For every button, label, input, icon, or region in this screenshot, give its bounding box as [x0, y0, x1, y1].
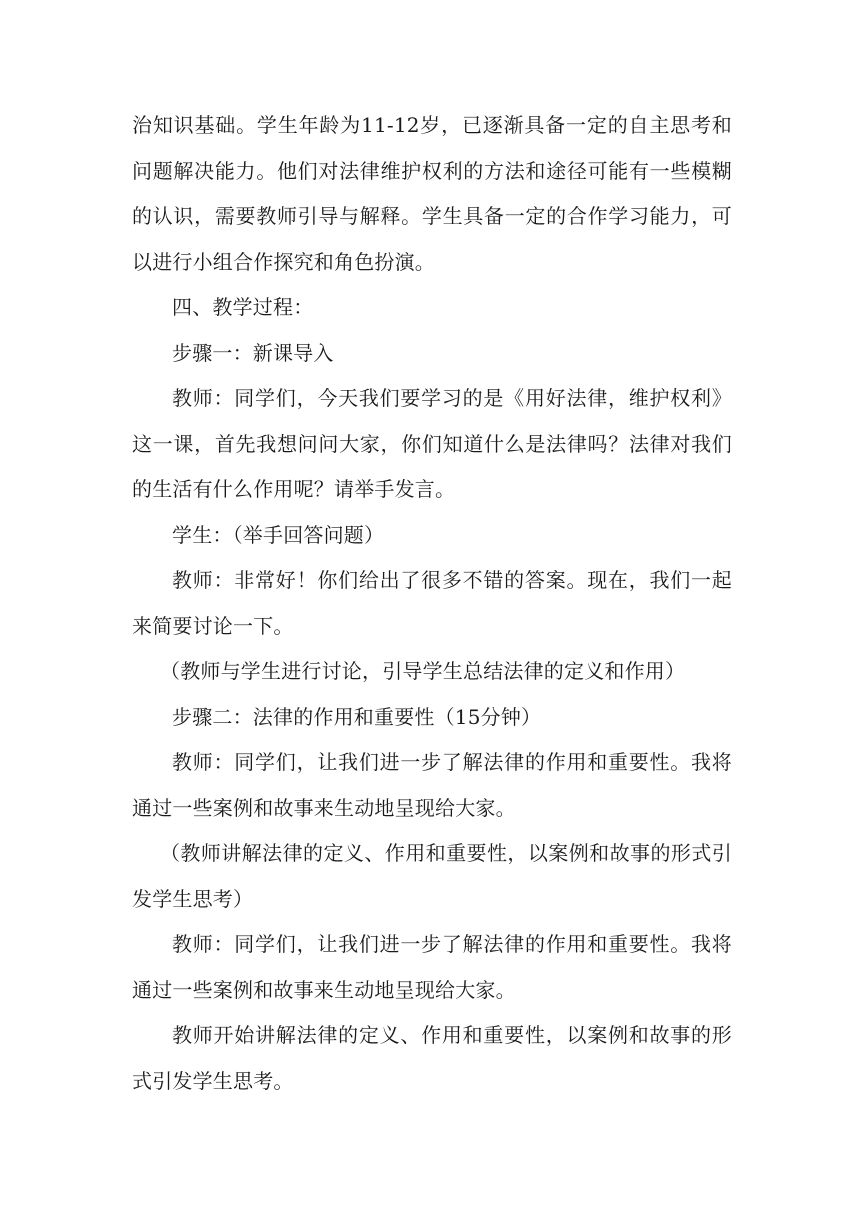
step-heading-law-role: 步骤二：法律的作用和重要性（15分钟）: [172, 704, 542, 729]
paragraph-explain-note: （教师讲解法律的定义、作用和重要性，以案例和故事的形式引发学生思考）: [132, 841, 732, 911]
paragraph-student-answer: 学生：（举手回答问题）: [172, 522, 385, 547]
paragraph-teacher-explain-2: 教师：同学们，让我们进一步了解法律的作用和重要性。我将通过一些案例和故事来生动地呈现给大家。: [132, 932, 732, 1002]
step-heading-intro: 步骤一：新课导入: [172, 340, 334, 365]
paragraph-teacher-explain-1: 教师：同学们，让我们进一步了解法律的作用和重要性。我将通过一些案例和故事来生动地呈现给大家。: [132, 750, 732, 820]
paragraph-teacher-praise: 教师：非常好！你们给出了很多不错的答案。现在，我们一起来简要讨论一下。: [132, 568, 732, 638]
paragraph-teacher-question: 教师：同学们，今天我们要学习的是《用好法律，维护权利》这一课，首先我想问问大家，你们知道什么是法律吗？法律对我们的生活有什么作用呢？请举手发言。: [132, 386, 732, 501]
paragraph-discussion-note: （教师与学生进行讨论，引导学生总结法律的定义和作用）: [160, 659, 686, 683]
paragraph-teacher-begins: 教师开始讲解法律的定义、作用和重要性，以案例和故事的形式引发学生思考。: [132, 1023, 732, 1093]
section-heading-teaching-process: 四、教学过程：: [172, 295, 314, 319]
paragraph-student-analysis: 治知识基础。学生年龄为11-12岁，已逐渐具备一定的自主思考和问题解决能力。他们对法律维护权利的方法和途径可能有一些模糊的认识，需要教师引导与解释。学生具备一定的合作学习能力，可以进行小组合作探究和角色扮演。: [132, 113, 732, 274]
document-body: [132, 103, 732, 1104]
